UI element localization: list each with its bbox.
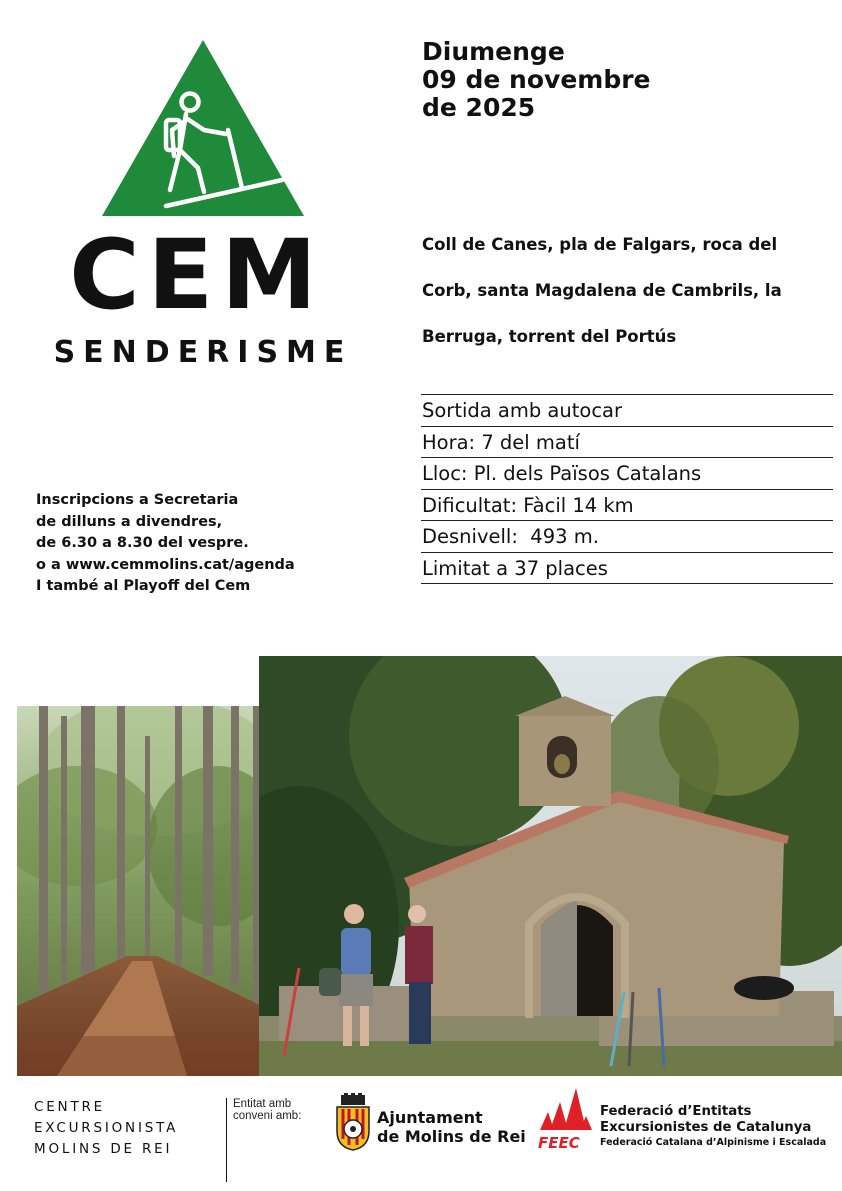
cem-logo-triangle [100,38,306,218]
agreement-line: Entitat amb [233,1098,292,1110]
registration-line: I també al Playoff del Cem [36,578,251,594]
route-line: Coll de Canes, pla de Falgars, roca del [422,235,778,254]
detail-meeting-point: Lloc: Pl. dels Països Catalans [421,458,833,490]
town-name-line: Ajuntament [377,1108,483,1127]
club-name-line: EXCURSIONISTA [34,1120,179,1136]
agreement-line: conveni amb: [233,1110,302,1122]
feec-name-line: Federació Catalana d’Alpinisme i Escalada [600,1137,827,1148]
club-name-line: MOLINS DE REI [34,1141,173,1157]
event-details-table [421,394,833,584]
registration-info [36,490,295,598]
route-description [422,222,827,360]
event-date [422,38,651,122]
registration-line: de dilluns a divendres, [36,513,223,530]
detail-difficulty: Dificultat: Fàcil 14 km [421,490,833,522]
detail-time: Hora: 7 del matí [421,427,833,459]
feec-name-line: Federació d’Entitats [600,1104,752,1119]
agreement-label [233,1098,301,1122]
club-name [34,1097,178,1160]
forest-path-photo [17,706,262,1076]
town-name-line: de Molins de Rei [377,1127,526,1146]
brand-subtitle: SENDERISME [53,335,353,370]
feec-name-line: Excursionistes de Catalunya [600,1120,812,1135]
feec-logo [536,1086,594,1152]
chapel-photo [259,656,842,1076]
detail-elevation: Desnivell: 493 m. [421,521,833,553]
route-line: Berruga, torrent del Portús [422,327,677,346]
town-council-name [377,1108,526,1146]
registration-link[interactable]: o a www.cemmolins.cat/agenda [36,556,295,573]
brand-name: CEM [69,219,325,331]
feec-name [600,1104,826,1149]
town-crest-icon [335,1093,371,1151]
feec-acronym: FEEC [538,1134,580,1152]
registration-line: Inscripcions a Secretaria [36,492,239,508]
club-name-line: CENTRE [34,1099,106,1115]
detail-transport: Sortida amb autocar [421,395,833,427]
registration-line: de 6.30 a 8.30 del vespre. [36,535,249,551]
detail-capacity: Limitat a 37 places [421,553,833,585]
date-line: Diumenge [422,37,565,66]
footer-divider [226,1098,227,1182]
date-line: de 2025 [422,93,536,122]
route-line: Corb, santa Magdalena de Cambrils, la [422,281,782,300]
date-line: 09 de novembre [422,65,651,94]
